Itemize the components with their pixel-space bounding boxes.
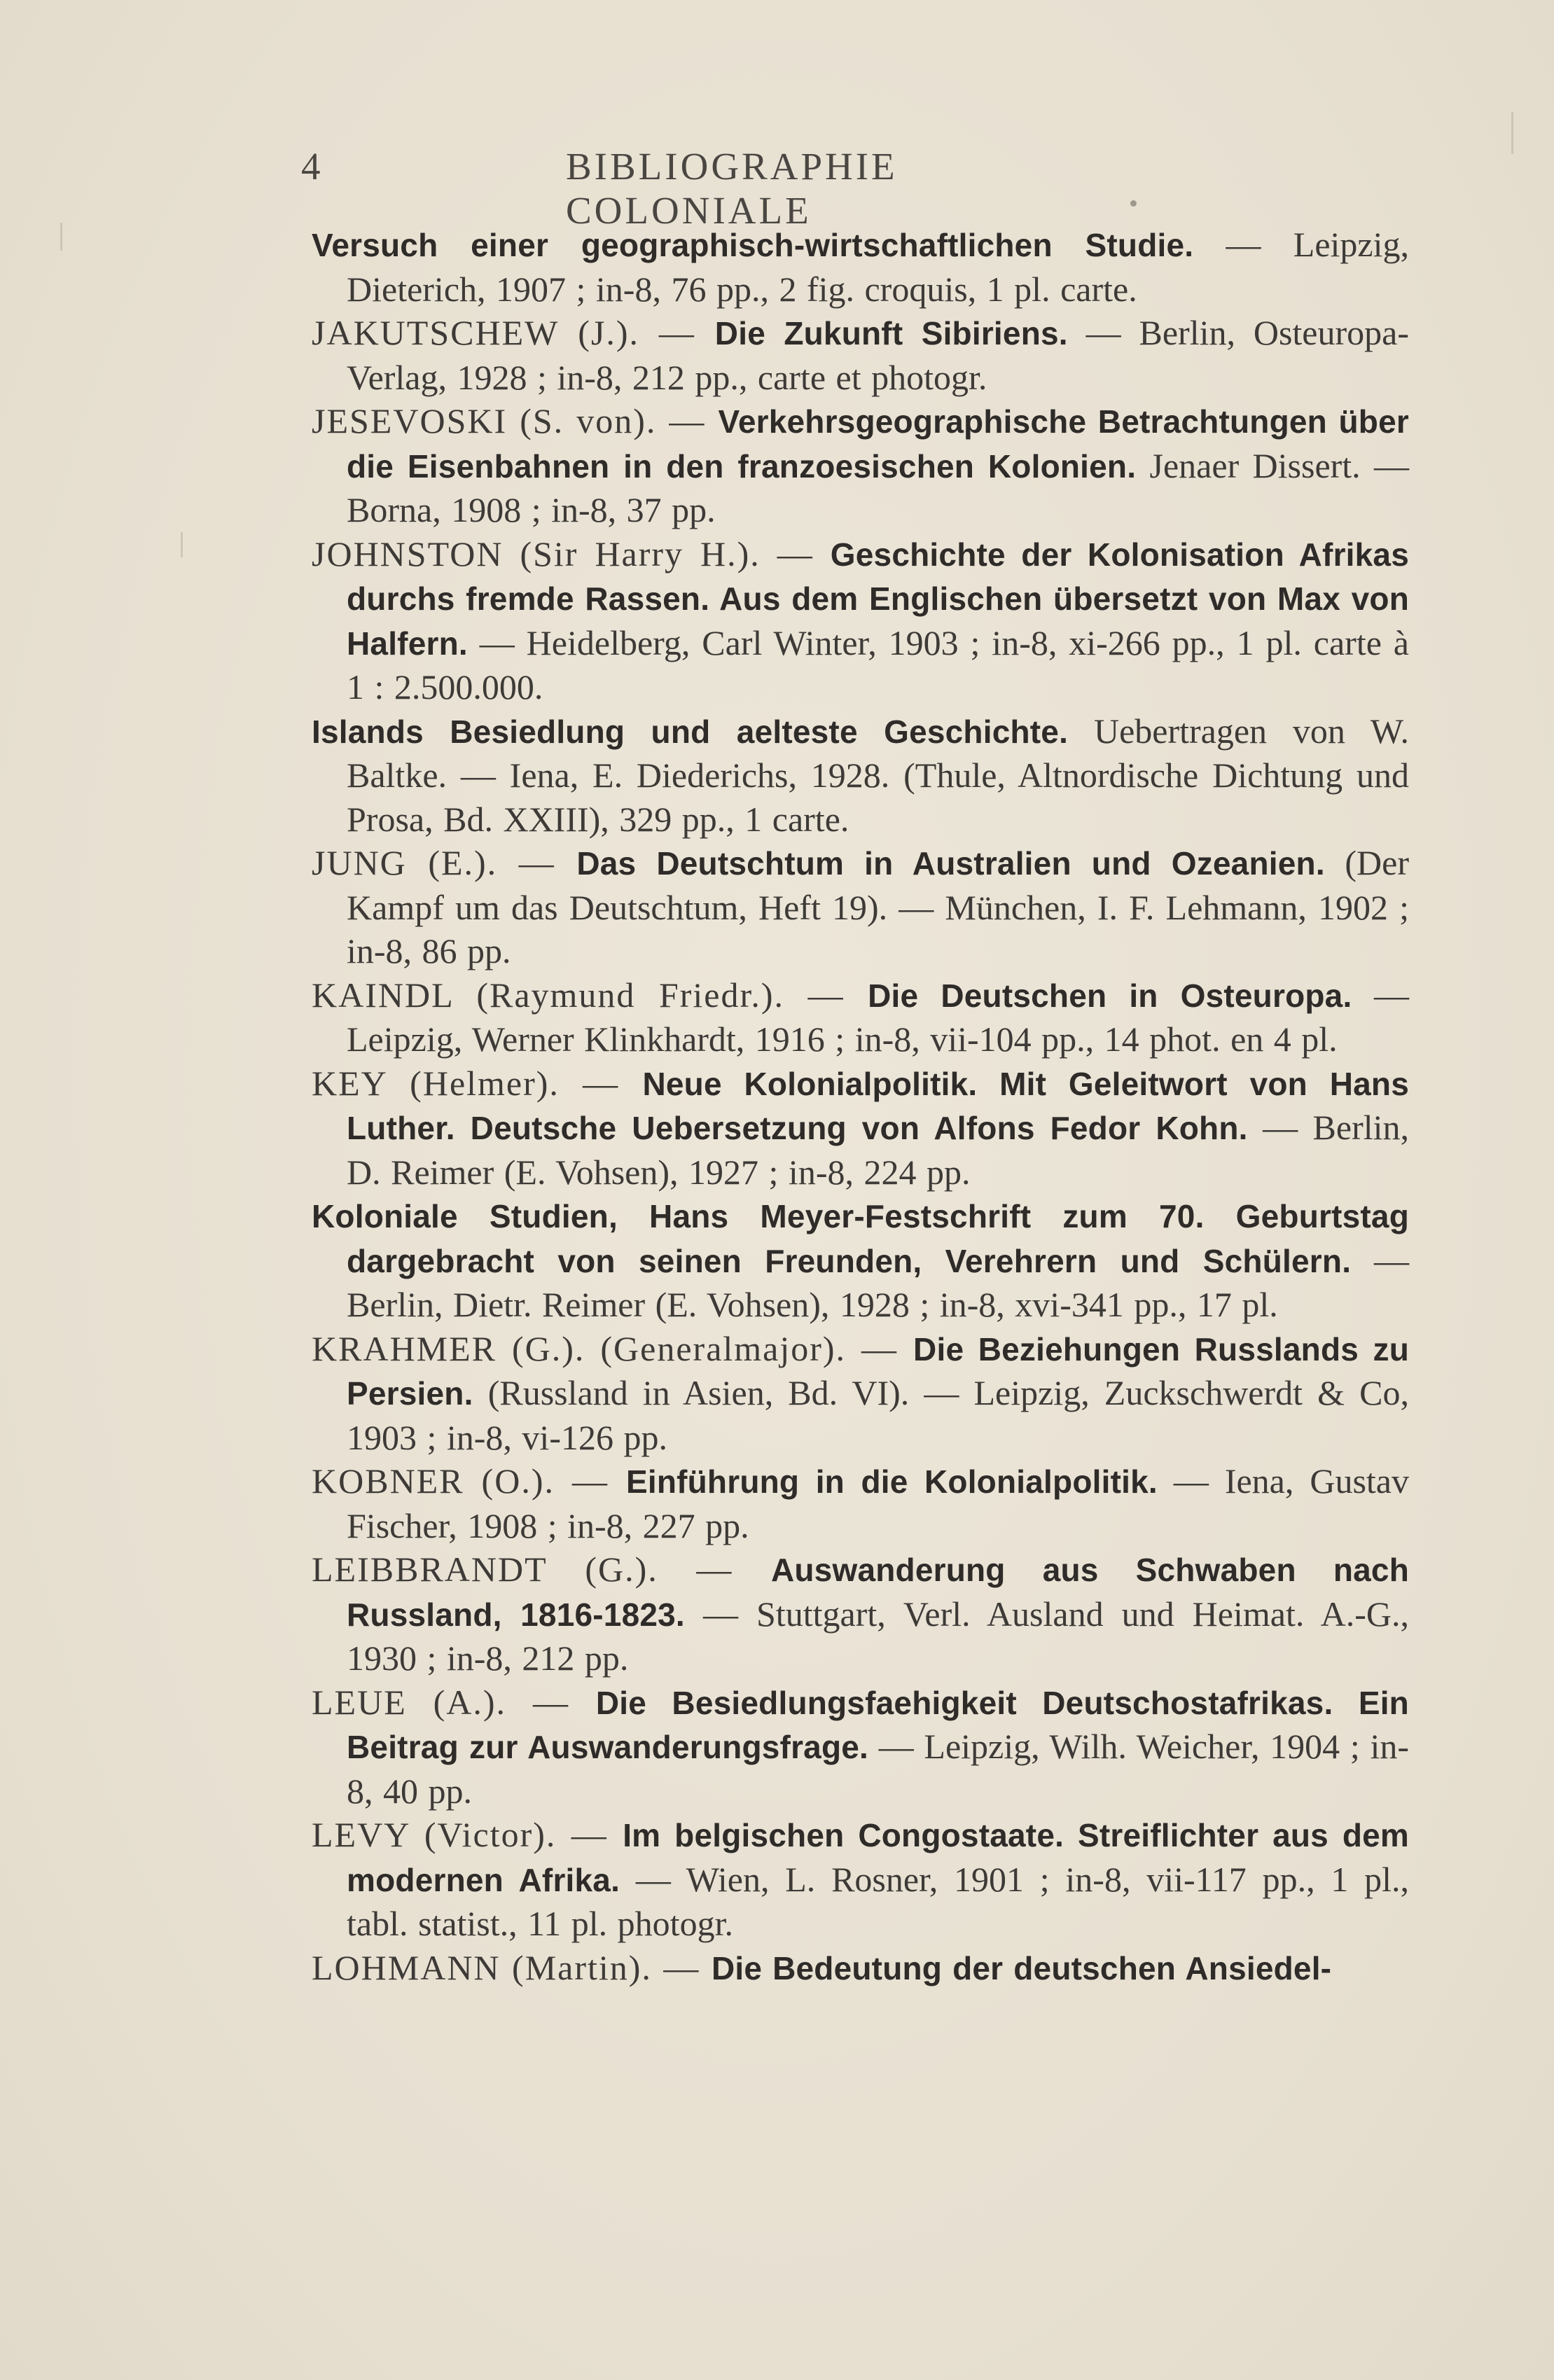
entry-details: Jenaer Dissert. — Borna, 1908 ; in-8, 37 pp. bbox=[347, 445, 1409, 529]
entry-details: — Stuttgart, Verl. Ausland und Heimat. A.-G., 1930 ; in-8, 212 pp. bbox=[347, 1594, 1409, 1678]
entry-author: LEUE (A.). — bbox=[312, 1682, 596, 1722]
entry-author: LEVY (Victor). — bbox=[312, 1815, 623, 1854]
bibliography-entry bbox=[312, 1327, 1409, 1460]
entry-details: (Der Kampf um das Deutschtum, Heft 19). — München, I. F. Lehmann, 1902 ; in-8, 86 pp. bbox=[347, 843, 1409, 970]
entry-author: JAKUTSCHEW (J.). — bbox=[312, 313, 715, 352]
entry-author: KAINDL (Raymund Friedr.). — bbox=[312, 975, 868, 1015]
entry-author: LOHMANN (Martin). — bbox=[312, 1947, 712, 1987]
entry-details: Uebertragen von W. Baltke. — Iena, E. Diederichs, 1928. (Thule, Altnordische Dichtung und Prosa, Bd. XXIII), 329 pp., 1 carte. bbox=[347, 711, 1409, 839]
entry-details: — Leipzig, Dieterich, 1907 ; in-8, 76 pp., 2 fig. croquis, 1 pl. carte. bbox=[347, 225, 1409, 309]
entry-author: LEIBBRANDT (G.). — bbox=[312, 1550, 771, 1589]
entry-title: Geschichte der Kolonisation Afrikas durchs fremde Rassen. Aus dem Englischen übersetzt von Max von Halfern. bbox=[347, 536, 1409, 662]
entry-details: — Leipzig, Wilh. Weicher, 1904 ; in-8, 40 pp. bbox=[347, 1727, 1409, 1811]
entry-title: Einführung in die Kolonialpolitik. bbox=[625, 1463, 1158, 1500]
bibliography-entry bbox=[312, 399, 1409, 532]
bibliography-entry bbox=[312, 1547, 1409, 1680]
bibliography-entry bbox=[312, 1680, 1409, 1814]
bibliography-entry bbox=[312, 841, 1409, 973]
bibliography-entry bbox=[312, 532, 1409, 709]
bibliography-entry bbox=[312, 1946, 1409, 1991]
entry-title: Die Besiedlungsfaehigkeit Deutschostafrikas. Ein Beitrag zur Auswanderungsfrage. bbox=[347, 1684, 1409, 1765]
entry-details: — Leipzig, Werner Klinkhardt, 1916 ; in-8, vii-104 pp., 14 phot. en 4 pl. bbox=[347, 975, 1409, 1059]
paper-speck bbox=[1130, 200, 1137, 207]
entry-author: KRAHMER (G.). (Generalmajor). — bbox=[312, 1328, 914, 1368]
page-header bbox=[301, 144, 1142, 232]
entry-title: Die Bedeutung der deutschen Ansiedel- bbox=[711, 1949, 1332, 1986]
page-number: 4 bbox=[301, 145, 323, 188]
bibliography-entry bbox=[312, 223, 1409, 311]
entry-details: — Iena, Gustav Fischer, 1908 ; in-8, 227 pp. bbox=[347, 1461, 1409, 1545]
entry-author: JUNG (E.). — bbox=[312, 843, 577, 882]
entry-title: Koloniale Studien, Hans Meyer-Festschrift zum 70. Geburtstag dargebracht von seinen Freunden, Verehrern und Schülern. bbox=[312, 1198, 1409, 1279]
bibliography-list bbox=[312, 223, 1409, 1990]
entry-title: Die Beziehungen Russlands zu Persien. bbox=[347, 1330, 1409, 1412]
entry-author: KOBNER (O.). — bbox=[312, 1461, 626, 1501]
paper-speck bbox=[60, 223, 62, 251]
entry-title: Auswanderung aus Schwaben nach Russland, 1816-1823. bbox=[347, 1552, 1409, 1633]
entry-title: Islands Besiedlung und aelteste Geschichte. bbox=[312, 713, 1069, 750]
entry-details: (Russland in Asien, Bd. VI). — Leipzig, Zuckschwerdt & Co, 1903 ; in-8, vi-126 pp. bbox=[347, 1373, 1409, 1457]
entry-details: — Berlin, Osteuropa-Verlag, 1928 ; in-8, 212 pp., carte et photogr. bbox=[347, 313, 1409, 397]
entry-author: JESEVOSKI (S. von). — bbox=[312, 401, 719, 440]
bibliography-entry bbox=[312, 709, 1409, 842]
entry-title: Das Deutschtum in Australien und Ozeanien. bbox=[576, 845, 1325, 882]
bibliography-entry bbox=[312, 1459, 1409, 1547]
bibliography-entry bbox=[312, 311, 1409, 399]
running-title: BIBLIOGRAPHIE COLONIALE bbox=[566, 145, 898, 232]
entry-title: Versuch einer geographisch-wirtschaftlichen Studie. bbox=[312, 227, 1194, 263]
bibliography-entry bbox=[312, 973, 1409, 1062]
bibliography-entry bbox=[312, 1062, 1409, 1195]
bibliography-entry bbox=[312, 1813, 1409, 1946]
entry-author: KEY (Helmer). — bbox=[312, 1063, 643, 1103]
entry-author: JOHNSTON (Sir Harry H.). — bbox=[312, 534, 831, 573]
entry-title: Verkehrsgeographische Betrachtungen über die Eisenbahnen in den franzoesischen Kolonien. bbox=[347, 403, 1409, 485]
entry-details: — Berlin, D. Reimer (E. Vohsen), 1927 ; in-8, 224 pp. bbox=[347, 1108, 1410, 1192]
entry-title: Im belgischen Congostaate. Streiflichter aus dem modernen Afrika. bbox=[347, 1817, 1409, 1898]
entry-title: Neue Kolonialpolitik. Mit Geleitwort von Hans Luther. Deutsche Uebersetzung von Alfons Fedor Kohn. bbox=[347, 1065, 1409, 1146]
paper-speck bbox=[1511, 112, 1513, 154]
paper-speck bbox=[181, 532, 183, 557]
entry-details: — Heidelberg, Carl Winter, 1903 ; in-8, xi-266 pp., 1 pl. carte à 1 : 2.500.000. bbox=[347, 622, 1409, 707]
entry-title: Die Deutschen in Osteuropa. bbox=[868, 977, 1352, 1014]
entry-title: Die Zukunft Sibiriens. bbox=[714, 315, 1068, 352]
bibliography-entry bbox=[312, 1194, 1409, 1327]
entry-details: — Berlin, Dietr. Reimer (E. Vohsen), 1928 ; in-8, xvi-341 pp., 17 pl. bbox=[347, 1240, 1410, 1324]
entry-details: — Wien, L. Rosner, 1901 ; in-8, vii-117 pp., 1 pl., tabl. statist., 11 pl. photogr. bbox=[347, 1859, 1409, 1943]
